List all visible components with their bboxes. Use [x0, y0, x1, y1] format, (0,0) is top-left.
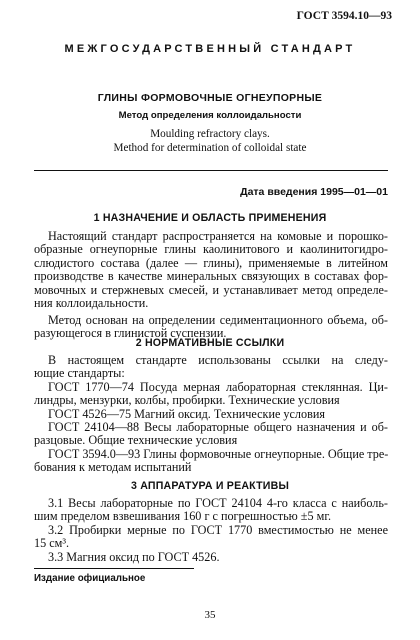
section-heading-2: 2 НОРМАТИВНЫЕ ССЫЛКИ	[135, 337, 285, 349]
text-line: 15 см³.	[34, 536, 70, 551]
text-line: образные огнеупорные глины каолинитового и каолинитогидро-	[34, 242, 388, 257]
section-heading-3: 3 АППАРАТУРА И РЕАКТИВЫ	[130, 480, 290, 492]
section-heading-1: 1 НАЗНАЧЕНИЕ И ОБЛАСТЬ ПРИМЕНЕНИЯ	[93, 212, 327, 224]
section-2-body	[34, 354, 388, 475]
subtitle-en: Method for determination of colloidal state	[113, 142, 307, 154]
title-en: Moulding refractory clays.	[150, 128, 270, 140]
subtitle-ru: Метод определения коллоидальности	[118, 110, 302, 121]
text-line: 3.1 Весы лабораторные по ГОСТ 24104 4-го класса с наиболь-	[48, 496, 388, 510]
text-line: разцовые. Общие технические условия	[34, 433, 238, 448]
standard-banner: МЕЖГОСУДАРСТВЕННЫЙ СТАНДАРТ	[64, 43, 356, 55]
text-line: слюдистого состава (далее — глины), применяемые в литейном	[34, 255, 388, 270]
text-line: ГОСТ 3594.0—93 Глины формовочные огнеупорные. Общие тре-	[48, 446, 389, 461]
page-number: 35	[204, 609, 216, 621]
title-divider	[34, 170, 388, 171]
text-line: ГОСТ 24104—88 Весы лабораторные общего назначения и об-	[48, 420, 388, 435]
text-line: бования к методам испытаний	[34, 460, 192, 475]
official-edition: Издание официальное	[34, 573, 146, 584]
section-1-paragraph-1	[34, 230, 388, 310]
text-line: 3.3 Магния оксид по ГОСТ 4526.	[48, 549, 220, 564]
text-line: шим пределом взвешивания 160 г с погрешностью ±5 мг.	[34, 509, 332, 524]
footer-divider	[34, 568, 194, 569]
text-line: В настоящем стандарте использованы ссылки на следу-	[48, 353, 388, 367]
text-line: ющие стандарты:	[34, 366, 125, 381]
text-line: ГОСТ 1770—74 Посуда мерная лабораторная стеклянная. Ци-	[48, 379, 388, 394]
title-ru: ГЛИНЫ ФОРМОВОЧНЫЕ ОГНЕУПОРНЫЕ	[97, 92, 323, 104]
gost-number: ГОСТ 3594.10—93	[296, 10, 392, 22]
section-3-body	[34, 497, 388, 564]
text-line: производстве в качестве минеральных связующих в составах фор-	[34, 269, 388, 284]
text-line: Метод основан на определении седиментационного объема, об-	[48, 313, 388, 327]
text-line: разующегося в глинистой суспензии.	[34, 326, 227, 341]
intro-date: Дата введения 1995—01—01	[240, 186, 388, 198]
text-line: 3.2 Пробирки мерные по ГОСТ 1770 вместимостью не менее	[48, 522, 388, 537]
text-line: мовочных и стержневых смесей, и устанавливает метод определе-	[34, 282, 388, 297]
text-line: линдры, мензурки, колбы, пробирки. Технические условия	[34, 393, 340, 408]
text-line: Настоящий стандарт распространяется на комовые и порошко-	[48, 229, 388, 243]
text-line: ния коллоидальности.	[34, 296, 149, 311]
text-line: ГОСТ 4526—75 Магний оксид. Технические условия	[48, 406, 325, 421]
